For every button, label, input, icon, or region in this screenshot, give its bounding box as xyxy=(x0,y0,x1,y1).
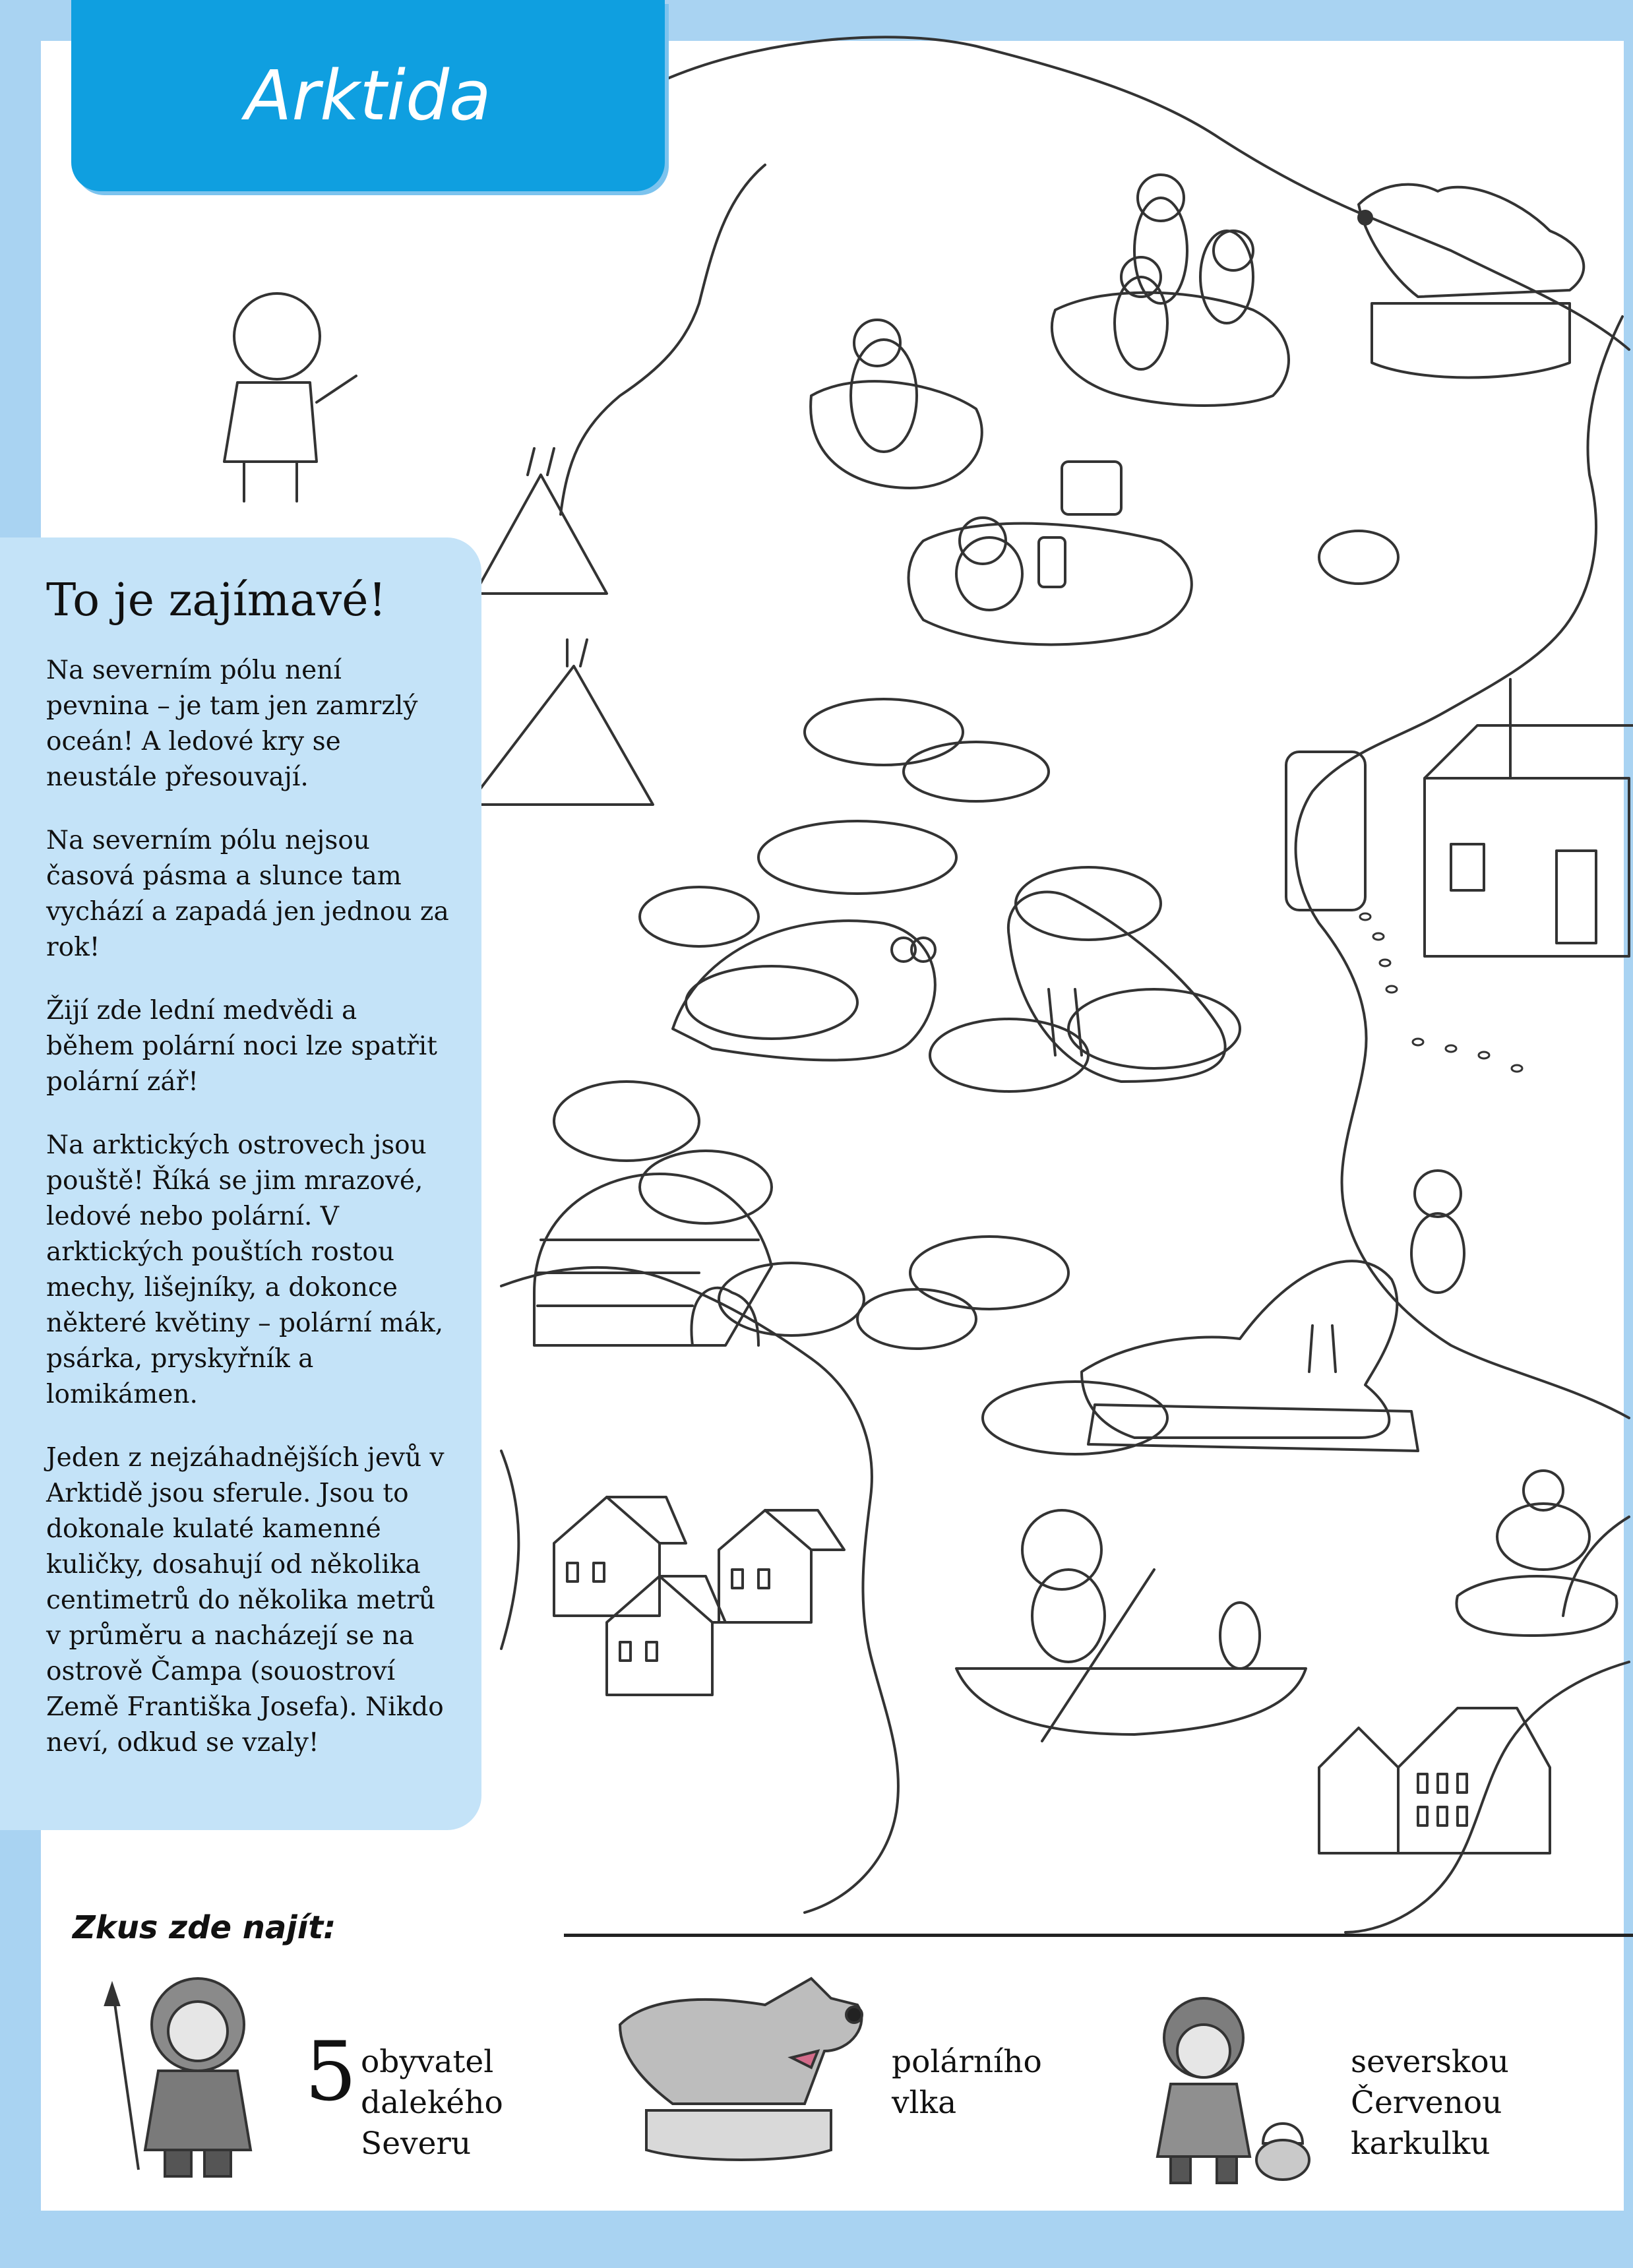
red-riding-hood-icon xyxy=(1131,1992,1329,2190)
igloo xyxy=(534,1174,772,1345)
canoe xyxy=(956,1669,1306,1734)
inuit-hunter-icon xyxy=(99,1972,297,2183)
house-2 xyxy=(719,1510,844,1622)
teepee xyxy=(475,448,607,594)
find-label: Zkus zde najít: xyxy=(73,1909,336,1946)
inuit-boy xyxy=(234,293,320,379)
station-house xyxy=(1425,778,1629,956)
info-paragraph: Na arktických ostrovech jsou pouště! Říká se jim mrazové, ledové nebo polární. V arktických pouštích rostou mechy, lišejníky, a dokonce některé květiny – polární mák, psárka, pryskyřník a lomikámen. xyxy=(46,1130,444,1409)
wolf-floe xyxy=(1372,303,1570,378)
house-3 xyxy=(607,1576,725,1695)
title-tab xyxy=(71,0,665,191)
house-1 xyxy=(554,1497,686,1616)
house-4 xyxy=(1398,1708,1550,1853)
left-island-outline xyxy=(501,1268,898,1913)
find-item-text: severskou Červenou karkulku xyxy=(1351,2044,1509,2162)
polar-wolf-icon xyxy=(594,1952,877,2170)
find-divider xyxy=(564,1934,1633,1937)
info-paragraph: Na severním pólu není pevnina – je tam jen zamrzlý oceán! A ledové kry se neustále přesouvají. xyxy=(46,656,418,792)
info-heading: To je zajímavé! xyxy=(46,574,386,627)
find-item-text: polárního vlka xyxy=(892,2044,1042,2121)
info-paragraph: Žijí zde lední medvědi a během polární noci lze spatřit polární zář! xyxy=(46,996,437,1097)
info-paragraph: Jeden z nejzáhadnějších jevů v Arktidě jsou sferule. Jsou to dokonale kulaté kamenné kuličky, dosahují od několika centimetrů do několika metrů v průměru a nacházejí se na ostrově Čampa (souostroví Země Františka Josefa). Nikdo neví, odkud se vzaly! xyxy=(46,1443,445,1758)
info-box xyxy=(0,537,481,1830)
find-count: 5 xyxy=(305,2025,357,2120)
info-paragraph: Na severním pólu nejsou časová pásma a slunce tam vychází a zapadá jen jednou za rok! xyxy=(46,826,449,962)
find-item-text: obyvatel dalekého Severu xyxy=(361,2044,503,2162)
page-title: Arktida xyxy=(245,55,491,136)
